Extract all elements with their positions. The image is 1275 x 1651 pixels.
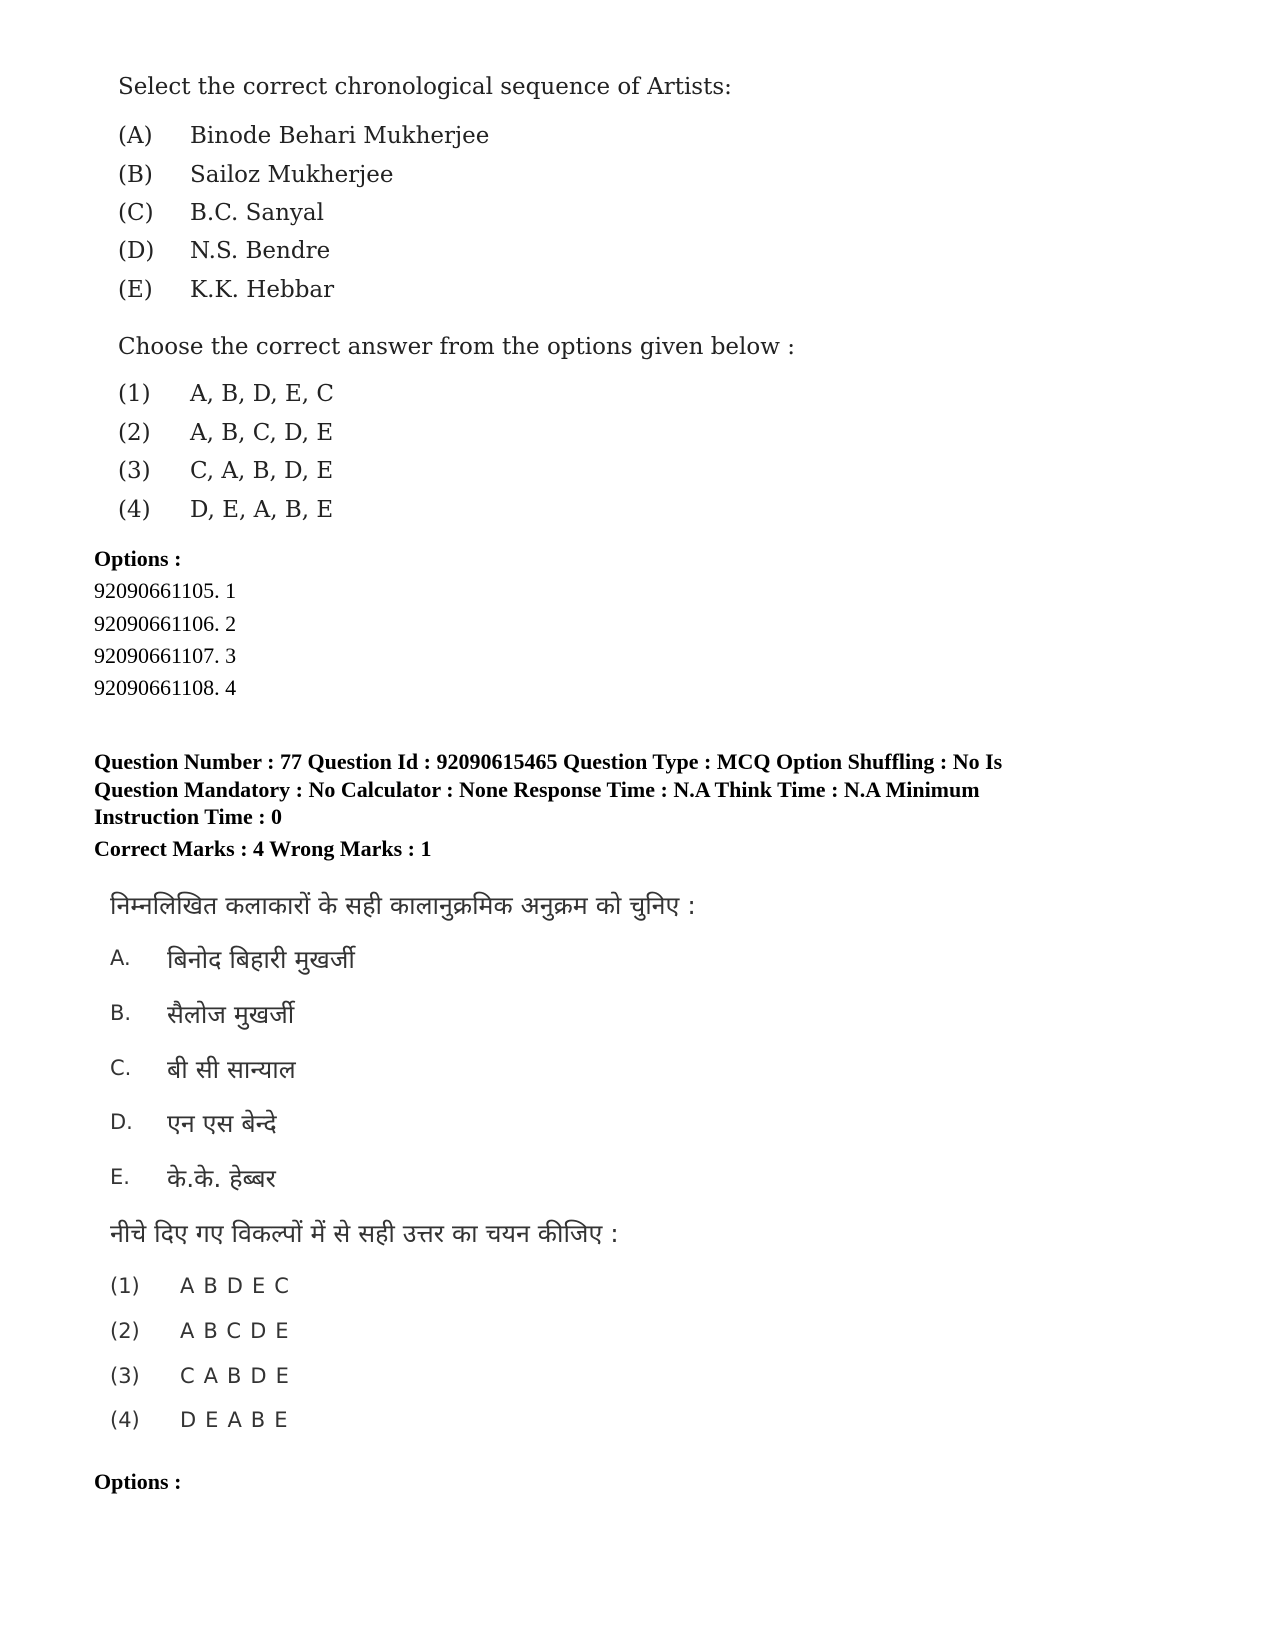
question-76-english	[118, 0, 818, 540]
item-label: B.	[110, 1001, 132, 1025]
answer-label: (1)	[110, 1274, 140, 1298]
options-heading: Options :	[94, 546, 182, 571]
option-id: 92090661106. 2	[94, 611, 237, 636]
answer-label: (2)	[118, 420, 151, 446]
answer-text: A, B, C, D, E	[190, 420, 334, 446]
answer-text: A, B, D, E, C	[190, 381, 335, 407]
question-meta-line: Question Number : 77 Question Id : 92090615465 Question Type : MCQ Option Shuffling : No Is	[94, 749, 1003, 774]
question-stem: Select the correct chronological sequence of Artists:	[118, 74, 732, 100]
answer-label: (3)	[118, 458, 151, 484]
question-77-hindi	[110, 880, 910, 1440]
item-label: C.	[110, 1056, 132, 1080]
item-text: B.C. Sanyal	[190, 200, 324, 226]
item-text: K.K. Hebbar	[190, 277, 335, 303]
answer-text: CABDE	[180, 1364, 298, 1388]
answer-text: C, A, B, D, E	[190, 458, 334, 484]
answer-text: ABCDE	[180, 1319, 298, 1343]
answer-label: (3)	[110, 1364, 140, 1388]
options-heading: Options :	[94, 1469, 182, 1494]
answer-text: DEABE	[180, 1408, 297, 1432]
item-label: (D)	[118, 238, 155, 264]
item-text: बी सी सान्याल	[167, 1055, 296, 1084]
item-label: (C)	[118, 200, 154, 226]
marks-line: Correct Marks : 4 Wrong Marks : 1	[94, 836, 432, 861]
option-id: 92090661107. 3	[94, 643, 237, 668]
question-meta-line: Instruction Time : 0	[94, 804, 283, 829]
item-label: A.	[110, 946, 131, 970]
item-text: Binode Behari Mukherjee	[190, 123, 490, 149]
item-text: N.S. Bendre	[190, 238, 331, 264]
answer-label: (4)	[110, 1408, 140, 1432]
answer-text: D, E, A, B, E	[190, 497, 334, 523]
answer-label: (1)	[118, 381, 151, 407]
item-text: के.के. हेब्बर	[167, 1164, 276, 1193]
item-text: एन एस बेन्दे	[167, 1109, 277, 1138]
question-meta-line: Question Mandatory : No Calculator : None Response Time : N.A Think Time : N.A Minimum	[94, 777, 980, 802]
choose-instruction-hindi: नीचे दिए गए विकल्पों में से सही उत्तर का चयन कीजिए :	[110, 1219, 619, 1248]
item-label: (A)	[118, 123, 153, 149]
item-label: D.	[110, 1110, 133, 1134]
answer-label: (4)	[118, 497, 151, 523]
item-text: बिनोद बिहारी मुखर्जी	[167, 945, 355, 974]
item-label: (B)	[118, 162, 153, 188]
item-text: Sailoz Mukherjee	[190, 162, 394, 188]
item-label: E.	[110, 1165, 130, 1189]
item-label: (E)	[118, 277, 153, 303]
item-text: सैलोज मुखर्जी	[167, 1000, 295, 1029]
option-id: 92090661105. 1	[94, 578, 237, 603]
answer-label: (2)	[110, 1319, 140, 1343]
question-stem-hindi: निम्नलिखित कलाकारों के सही कालानुक्रमिक अनुक्रम को चुनिए :	[110, 891, 696, 920]
option-id: 92090661108. 4	[94, 675, 237, 700]
answer-text: ABDEC	[180, 1274, 298, 1298]
choose-instruction: Choose the correct answer from the options given below :	[118, 334, 795, 360]
